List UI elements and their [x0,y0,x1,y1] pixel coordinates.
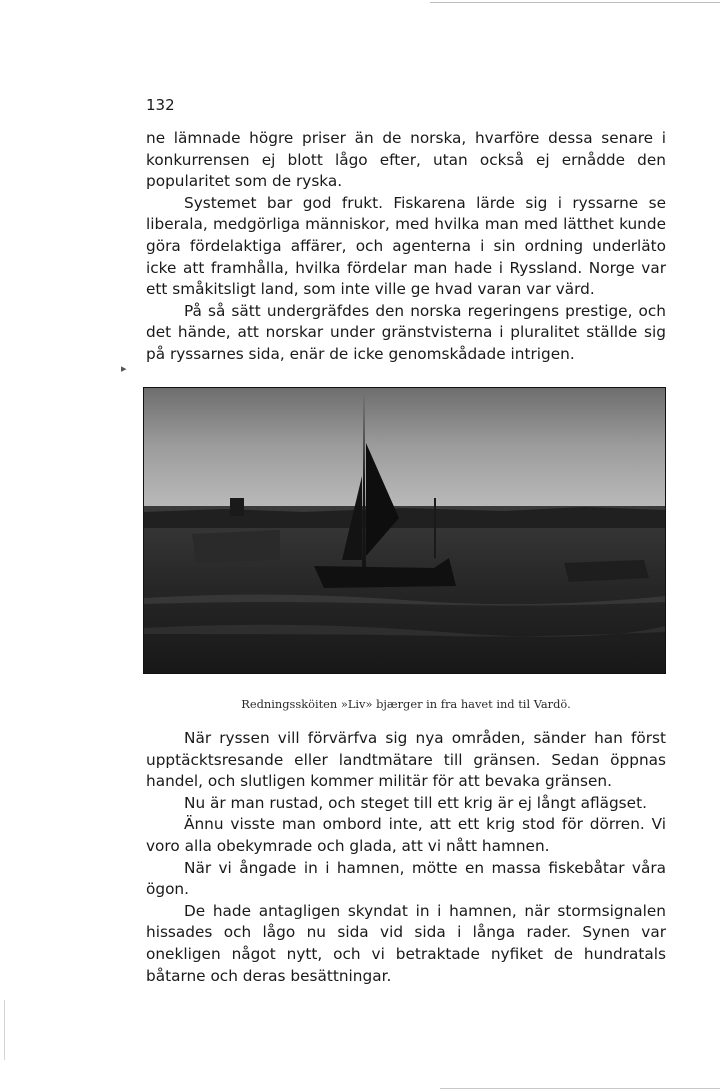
top-rule [430,2,720,3]
upper-text-block [146,128,666,366]
paragraph: När vi ångade in i hamnen, mötte en massa fiskebåtar våra ögon. [146,858,666,899]
lower-text-block [146,728,666,987]
paragraph: Nu är man rustad, och steget till ett krig är ej långt aflägset. [184,793,647,812]
paragraph: De hade antagligen skyndat in i hamnen, när stormsignalen hissades och lågo nu sida vid sida i långa rader. Synen var onekligen något nytt, och vi betraktade nyfiket de hundratals båtarne och deras besättningar. [146,901,666,985]
paragraph: Systemet bar god frukt. Fiskarena lärde sig i ryssarne se liberala, medgörliga människor, med hvilka man med lätthet kunde göra fördelaktiga affärer, och agenterna i sin ordning underläto icke att framhålla, hvilka fördelar man hade i Ryssland. Norge var ett småkitsligt land, som inte ville ge hvad varan var värd. [146,193,666,299]
sailboat-photo-image [144,388,665,673]
paragraph: ne lämnade högre priser än de norska, hvarföre dessa senare i konkurrensen ej blott lågo efter, utan också ej ernådde den popularitet som de ryska. [146,129,666,191]
page-number: 132 [146,96,175,114]
bottom-rule [440,1088,720,1089]
paragraph: Ännu visste man ombord inte, att ett krig stod för dörren. Vi voro alla obekymrade och glada, att vi nått hamnen. [146,815,666,855]
paragraph: På så sätt undergräfdes den norska regeringens prestige, och det hände, att norskar under gränstvisterna i pluralitet ställde sig på ryssarnes sida, enär de icke genomskådade intrigen. [146,301,666,363]
margin-mark: ▸ [121,362,127,375]
paragraph: När ryssen vill förvärfva sig nya områden, sänder han först upptäcktsresande eller landtmätare till gränsen. Sedan öppnas handel, och slutligen kommer militär för att bevaka gränsen. [146,729,666,791]
figure-caption: Redningssköiten »Liv» bjærger in fra havet ind til Vardö. [241,697,571,711]
harbor-photograph [143,387,666,674]
margin-line [4,1000,5,1060]
